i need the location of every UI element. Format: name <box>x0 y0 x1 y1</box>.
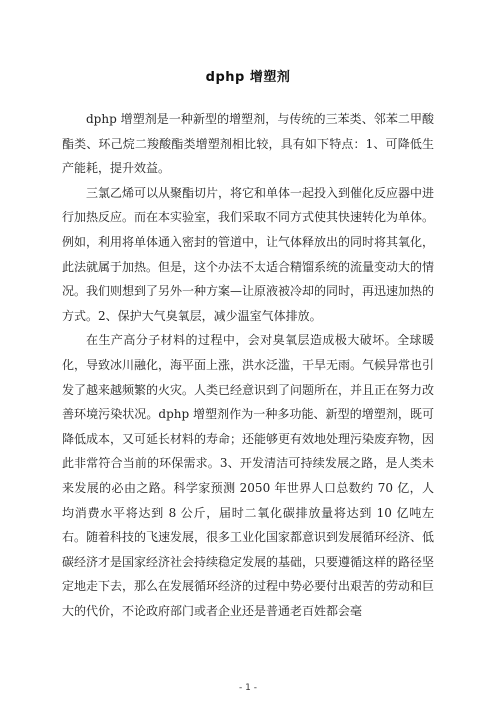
paragraph-3: 在生产高分子材料的过程中，会对臭氧层造成极大破坏。全球暖化，导致冰川融化，海平面上涨，洪水泛滥，干旱无雨。气候异常也引发了越来越频繁的火灾。人类已经意识到了问题所在，并且正在努力改善环境污染状况。dphp 增塑剂作为一种多功能、新型的增塑剂，既可降低成本，又可延长材料的寿命；还能够更有效地处理污染废弃物，因此非常符合当前的环保需求。3、开发清洁可持续发展之路，是人类未来发展的必由之路。科学家预测 2050 年世界人口总数约 70 亿，人均消费水平将达到 8 公斤，届时二氧化碳排放量将达到 10 亿吨左右。随着科技的飞速发展，很多工业化国家都意识到发展循环经济、低碳经济才是国家经济社会持续稳定发展的基础，只要遵循这样的路径坚定地走下去，那么在发展循环经济的过程中势必要付出艰苦的劳动和巨大的代价，不论政府部门或者企业还是普通老百姓都会毫 <box>62 333 435 618</box>
paragraph-2: 三氯乙烯可以从聚酯切片，将它和单体一起投入到催化反应器中进行加热反应。而在本实验室，我们采取不同方式使其快速转化为单体。例如，利用将单体通入密封的管道中，让气体释放出的同时将其氧化，此法就属于加热。但是，这个办法不太适合精馏系统的流量变动大的情况。我们则想到了另外一种方案—让原液被冷却的同时，再迅速加热的方式。2、保护大气臭氧层，减少温室气体排放。 <box>62 185 435 323</box>
paragraph-1: dphp 增塑剂是一种新型的增塑剂，与传统的三苯类、邻苯二甲酸酯类、环己烷二羧酸酯类增塑剂相比较，具有如下特点：1、可降低生产能耗，提升效益。 <box>62 112 434 176</box>
document-title: dphp 增塑剂 <box>205 70 291 85</box>
page-number: - 1 - <box>239 683 257 693</box>
